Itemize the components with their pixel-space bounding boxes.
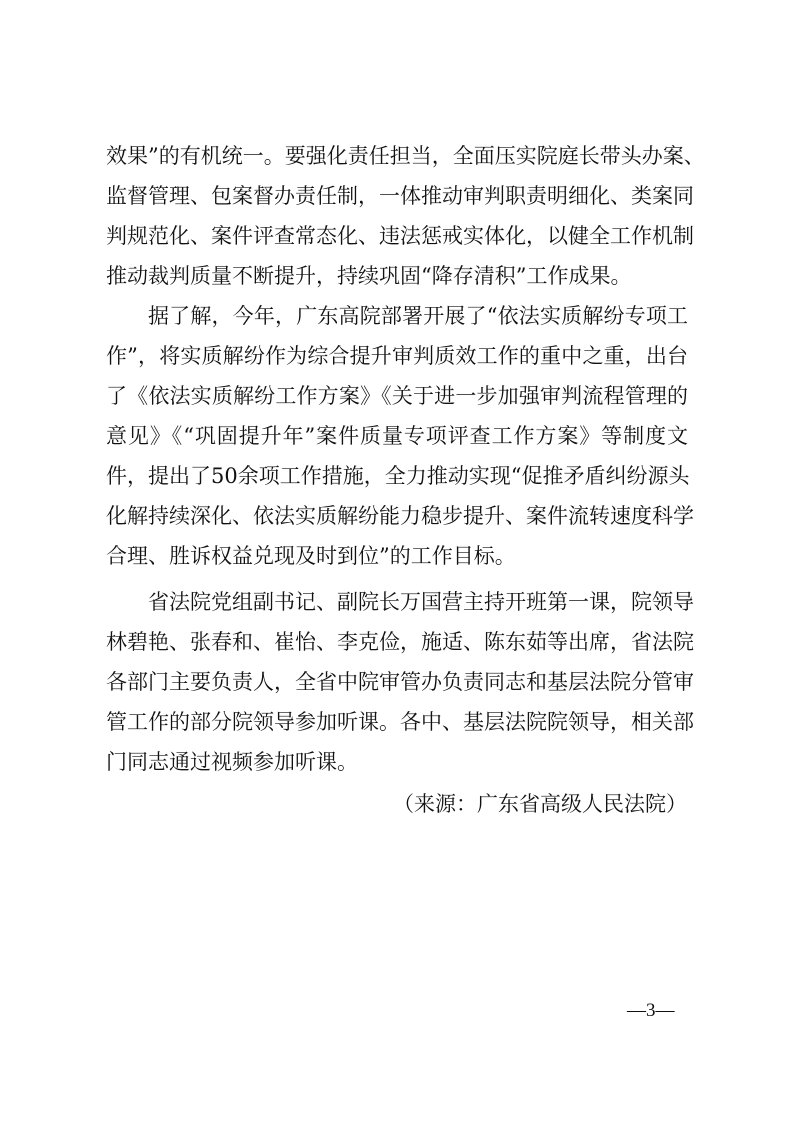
paragraph-1-line-4: 推动裁判质量不断提升，持续巩固“降存清积”工作成果。 [106, 264, 632, 288]
paragraph-1-line-3: 判规范化、案件评查常态化、违法惩戒实体化，以健全工作机制 [106, 224, 694, 248]
paragraph-3-line-3: 各部门主要负责人，全省中院审管办负责同志和基层法院分管审 [106, 670, 694, 694]
paragraph-2-line-7: 合理、胜诉权益兑现及时到位”的工作目标。 [106, 544, 516, 568]
page-number: —3— [627, 1000, 675, 1021]
paragraph-2-line-3: 了《依法实质解纷工作方案》《关于进一步加强审判流程管理的 [106, 384, 688, 408]
paragraph-2-line-6: 化解持续深化、依法实质解纷能力稳步提升、案件流转速度科学 [106, 504, 694, 528]
paragraph-1-line-2: 监督管理、包案督办责任制，一体推动审判职责明细化、类案同 [106, 184, 694, 208]
paragraph-3-line-1: 省法院党组副书记、副院长万国营主持开班第一课，院领导 [148, 590, 694, 614]
paragraph-3-line-4: 管工作的部分院领导参加听课。各中、基层法院院领导，相关部 [106, 710, 694, 734]
paragraph-3-line-5: 门同志通过视频参加听课。 [106, 750, 358, 774]
paragraph-1-line-1: 效果”的有机统一。要强化责任担当，全面压实院庭长带头办案、 [106, 144, 705, 168]
paragraph-3-line-2: 林碧艳、张春和、崔怡、李克俭，施适、陈东茹等出席，省法院 [106, 630, 694, 654]
paragraph-2-line-4: 意见》《“巩固提升年”案件质量专项评查工作方案》等制度文 [106, 424, 688, 448]
paragraph-2-line-2: 作”，将实质解纷作为综合提升审判质效工作的重中之重，出台 [106, 344, 688, 368]
paragraph-2-line-1: 据了解，今年，广东高院部署开展了“依法实质解纷专项工 [148, 304, 688, 328]
paragraph-2-line-5: 件，提出了50余项工作措施，全力推动实现“促推矛盾纠纷源头 [106, 464, 690, 488]
source-attribution: （来源：广东省高级人民法院） [393, 792, 687, 816]
